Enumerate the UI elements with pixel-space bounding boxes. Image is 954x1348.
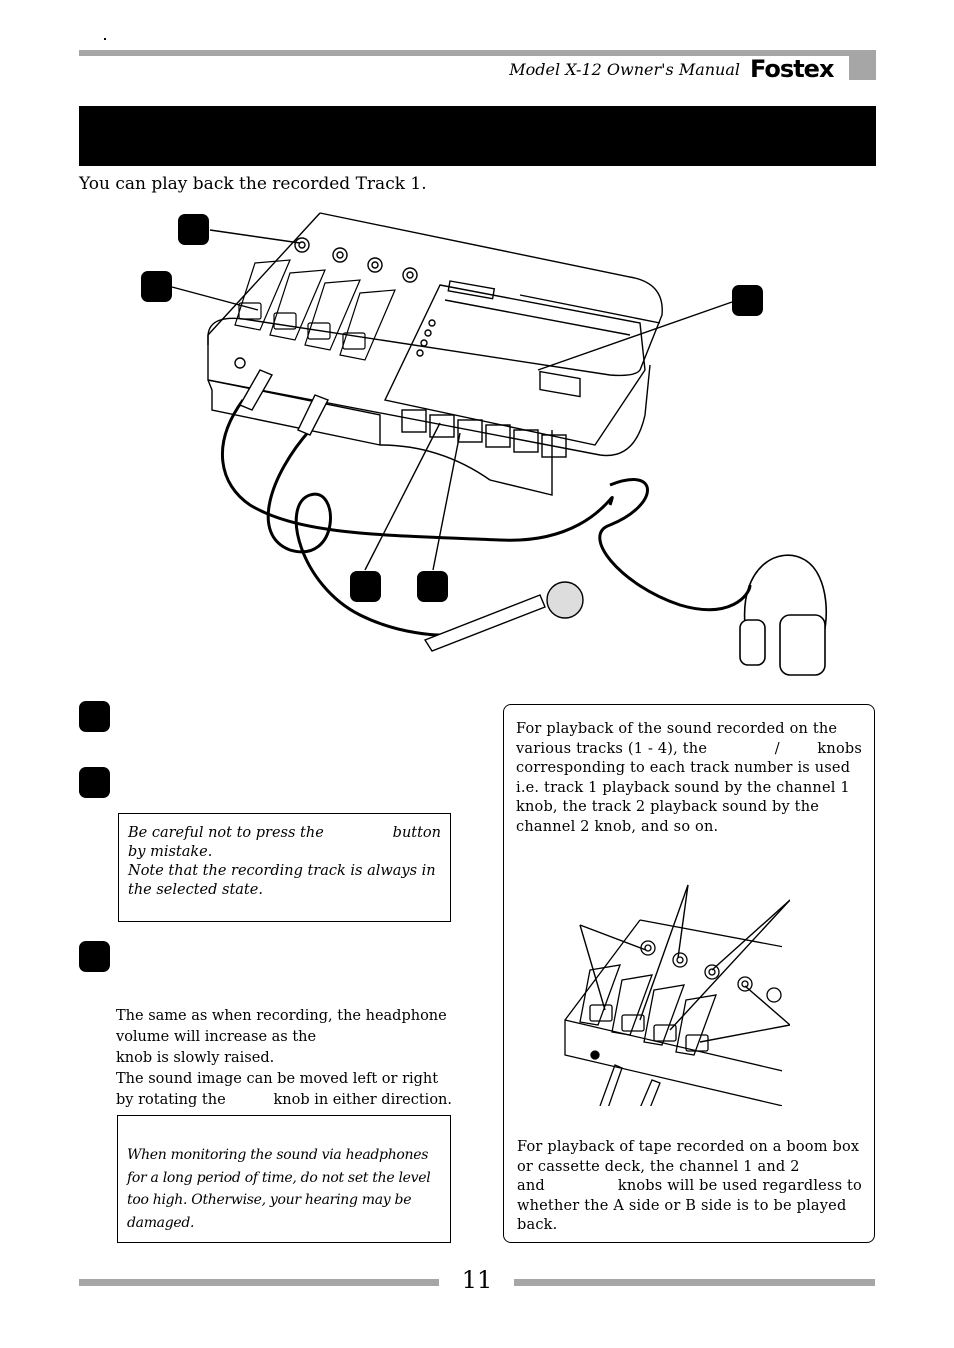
header-rule	[79, 50, 849, 56]
side-para-2-line-3a: and	[517, 1178, 545, 1194]
side-para-1-line-2b: knobs	[817, 740, 862, 757]
warning-line-2: for a long period of time, do not set the level	[127, 1169, 431, 1186]
step-3-text	[116, 1006, 452, 1111]
section-banner	[79, 106, 876, 166]
step-3-line-3: knob is slowly raised.	[116, 1050, 275, 1066]
side-para-2-line-3b: knobs will be used regardless to	[617, 1178, 862, 1194]
step-3-line-2: volume will increase as the	[116, 1029, 317, 1045]
caution-line-4: the selected state.	[128, 882, 263, 898]
page-number: 11	[461, 1266, 493, 1294]
warning-line-4: damaged.	[127, 1214, 195, 1231]
callout-marker-3	[732, 285, 763, 316]
caution-line-3: Note that the recording track is always in	[128, 863, 436, 879]
side-para-1	[516, 720, 862, 837]
side-para-2-line-5: back.	[517, 1217, 558, 1233]
caution-line-1-end: button	[392, 825, 441, 841]
step-3-marker	[79, 941, 110, 972]
mixer-illustration	[140, 205, 860, 685]
side-para-1-line-4: i.e. track 1 playback sound by the channel 1	[516, 779, 850, 796]
fostex-logo: Fostex	[750, 55, 834, 83]
callout-marker-1	[178, 214, 209, 245]
header-title: Model X-12 Owner's Manual	[509, 60, 740, 79]
warning-box	[117, 1115, 451, 1243]
footer-rule-left	[79, 1279, 439, 1286]
side-para-2-line-4: whether the A side or B side is to be played	[517, 1197, 847, 1214]
intro-text: You can play back the recorded Track 1.	[79, 174, 427, 194]
step-3-line-4: The sound image can be moved left or right	[116, 1071, 439, 1087]
side-para-2-line-2: or cassette deck, the channel 1 and 2	[517, 1158, 800, 1175]
step-3-line-1: The same as when recording, the headphone	[116, 1008, 447, 1024]
caution-line-2: by mistake.	[128, 844, 213, 860]
side-para-1-line-6: channel 2 knob, and so on.	[516, 818, 719, 835]
side-para-1-line-1: For playback of the sound recorded on the	[516, 721, 838, 737]
header-tab	[849, 50, 876, 80]
side-para-1-line-3: corresponding to each track number is used	[516, 760, 851, 776]
caution-box	[118, 813, 451, 922]
side-para-2-line-1: For playback of tape recorded on a boom box	[517, 1139, 860, 1155]
step-1-marker	[79, 701, 110, 732]
step-3-line-5b: knob in either direction.	[273, 1092, 452, 1108]
side-para-1-line-5: knob, the track 2 playback sound by the	[516, 799, 820, 815]
callout-marker-5	[417, 571, 448, 602]
footer-rule-right	[514, 1279, 875, 1286]
caution-line-1: Be careful not to press the	[128, 825, 324, 841]
warning-line-1: When monitoring the sound via headphones	[127, 1147, 429, 1163]
callout-marker-2	[141, 271, 172, 302]
side-para-1-line-2a: various tracks (1 - 4), the	[516, 740, 708, 757]
side-para-2	[517, 1138, 862, 1236]
mixer-detail-illustration	[560, 880, 790, 1110]
side-para-1-slash: /	[774, 740, 780, 757]
callout-marker-4	[350, 571, 381, 602]
warning-line-3: too high. Otherwise, your hearing may be	[127, 1192, 412, 1208]
step-2-marker	[79, 767, 110, 798]
header-dot	[104, 38, 106, 40]
step-3-line-5a: by rotating the	[116, 1092, 226, 1108]
